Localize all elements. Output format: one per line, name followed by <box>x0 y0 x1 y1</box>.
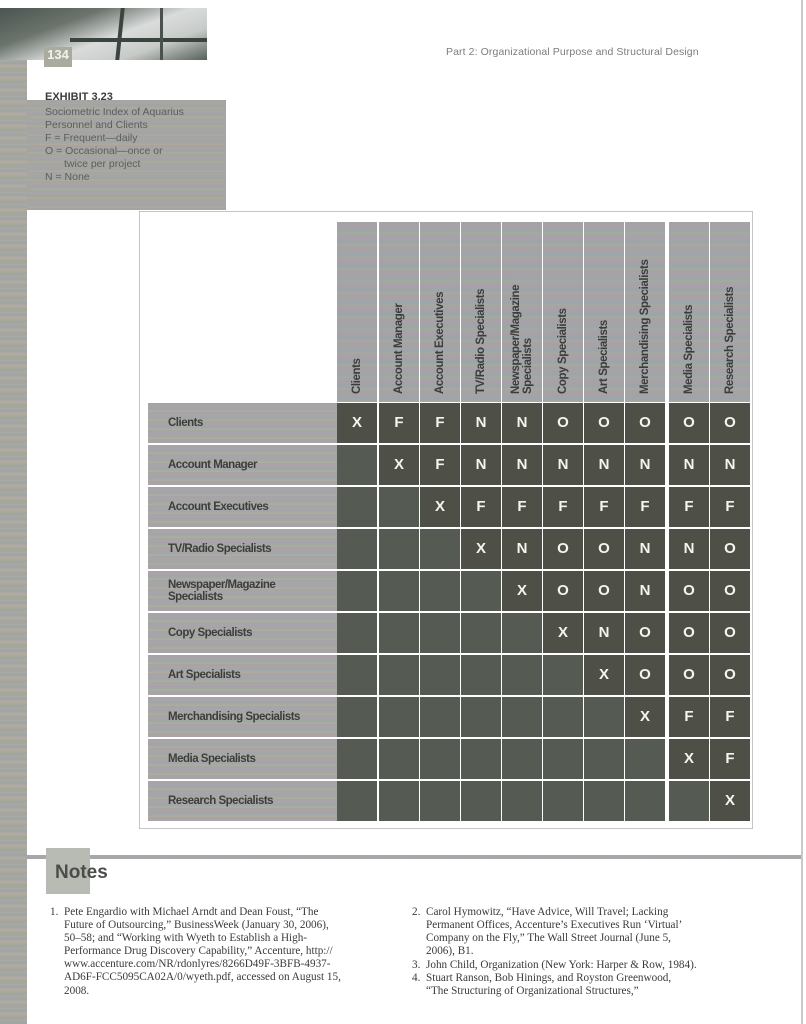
table-cell <box>337 571 377 611</box>
table-cell: N <box>710 445 750 485</box>
photo-beam <box>115 8 124 60</box>
table-cell: X <box>625 697 665 737</box>
column-header-label: Clients <box>351 358 363 394</box>
table-cell: N <box>669 445 709 485</box>
table-cell <box>669 781 709 821</box>
table-cell <box>543 697 583 737</box>
table-cell: N <box>584 445 624 485</box>
row-header <box>148 529 337 569</box>
header-photo <box>0 8 207 60</box>
exhibit-caption: Sociometric Index of Aquarius <box>45 106 184 118</box>
column-header <box>502 222 542 402</box>
note-line: Carol Hymowitz, “Have Advice, Will Travel; Lacking <box>426 906 669 918</box>
table-cell <box>584 697 624 737</box>
table-cell <box>337 781 377 821</box>
table-cell: X <box>584 655 624 695</box>
table-cell: O <box>625 403 665 443</box>
table-cell <box>337 445 377 485</box>
table-cell <box>337 697 377 737</box>
table-cell <box>420 655 460 695</box>
table-cell: O <box>584 529 624 569</box>
table-cell <box>502 739 542 779</box>
note-number: 3. <box>412 959 421 971</box>
table-cell <box>502 655 542 695</box>
table-cell: F <box>502 487 542 527</box>
note-line: Company on the Fly,” The Wall Street Journal (June 5, <box>426 932 671 945</box>
table-cell: N <box>625 571 665 611</box>
table-cell: O <box>669 613 709 653</box>
table-cell: F <box>669 697 709 737</box>
table-cell: O <box>710 655 750 695</box>
column-header <box>710 222 750 402</box>
exhibit-title: EXHIBIT 3.23 <box>45 91 113 103</box>
table-cell: N <box>543 445 583 485</box>
row-header-label: Clients <box>168 417 203 429</box>
page-edge <box>801 0 803 1024</box>
column-header <box>337 222 377 402</box>
note-line: Performance Drug Discovery Capability,” Accenture, http:// <box>64 945 333 958</box>
page-number: 134 <box>44 47 72 67</box>
table-cell <box>379 781 419 821</box>
table-cell <box>337 739 377 779</box>
table-cell: N <box>625 445 665 485</box>
table-cell <box>379 571 419 611</box>
table-cell <box>543 781 583 821</box>
row-header <box>148 487 337 527</box>
column-header-label: Newspaper/Magazine Specialists <box>510 284 534 394</box>
table-cell: X <box>710 781 750 821</box>
table-cell <box>337 487 377 527</box>
table-cell <box>379 529 419 569</box>
table-cell: O <box>669 571 709 611</box>
photo-beam <box>70 38 207 42</box>
note-2 <box>412 906 786 958</box>
note-line: Future of Outsourcing,” BusinessWeek (January 30, 2006), <box>64 919 329 932</box>
note-number: 1. <box>50 906 59 918</box>
table-cell: N <box>625 529 665 569</box>
row-header <box>148 613 337 653</box>
table-cell: X <box>543 613 583 653</box>
table-cell <box>625 781 665 821</box>
table-cell <box>543 739 583 779</box>
column-header <box>379 222 419 402</box>
note-line: AD6F-FCC5095CA02A/0/wyeth.pdf, accessed on August 15, <box>64 971 341 984</box>
column-header <box>625 222 665 402</box>
column-header <box>669 222 709 402</box>
row-header <box>148 697 337 737</box>
table-cell: N <box>461 445 501 485</box>
table-cell <box>461 571 501 611</box>
row-header-label: Account Executives <box>168 501 269 513</box>
table-cell: F <box>710 487 750 527</box>
table-cell: X <box>337 403 377 443</box>
running-head: Part 2: Organizational Purpose and Structural Design <box>446 46 699 58</box>
table-cell <box>379 655 419 695</box>
table-cell <box>337 655 377 695</box>
legend-frequent: F = Frequent—daily <box>45 132 138 144</box>
table-cell: O <box>625 613 665 653</box>
table-cell: F <box>420 403 460 443</box>
table-cell <box>379 487 419 527</box>
table-cell <box>420 571 460 611</box>
notes-heading: Notes <box>55 862 108 883</box>
column-header-label: TV/Radio Specialists <box>475 288 487 394</box>
row-header-label: Research Specialists <box>168 795 274 807</box>
column-header-label: Copy Specialists <box>557 308 569 394</box>
table-cell: O <box>669 655 709 695</box>
table-cell: N <box>502 445 542 485</box>
table-cell: F <box>584 487 624 527</box>
table-cell <box>461 739 501 779</box>
row-header-label: Media Specialists <box>168 753 256 765</box>
column-header-label: Account Manager <box>393 303 405 394</box>
note-line: 50–58; and “Working with Wyeth to Establish a High- <box>64 932 308 945</box>
table-cell: X <box>502 571 542 611</box>
exhibit-caption: Personnel and Clients <box>45 119 148 131</box>
column-header <box>543 222 583 402</box>
row-header-label: Merchandising Specialists <box>168 711 300 723</box>
table-cell: X <box>379 445 419 485</box>
column-header-label: Merchandising Specialists <box>639 259 651 394</box>
table-cell: O <box>543 571 583 611</box>
table-cell <box>379 739 419 779</box>
row-header <box>148 403 337 443</box>
table-cell: O <box>710 571 750 611</box>
table-cell: N <box>502 529 542 569</box>
table-cell <box>420 529 460 569</box>
column-header <box>461 222 501 402</box>
table-cell <box>337 613 377 653</box>
table-cell <box>584 781 624 821</box>
note-number: 2. <box>412 906 421 918</box>
table-cell: N <box>502 403 542 443</box>
table-cell: F <box>710 697 750 737</box>
row-header <box>148 445 337 485</box>
table-cell: O <box>710 403 750 443</box>
table-cell: O <box>669 403 709 443</box>
column-header-label: Media Specialists <box>683 304 695 394</box>
column-header-label: Research Specialists <box>724 286 736 394</box>
table-cell <box>461 697 501 737</box>
table-cell <box>420 613 460 653</box>
table-cell: F <box>543 487 583 527</box>
table-cell <box>337 529 377 569</box>
table-cell: O <box>543 403 583 443</box>
table-cell <box>420 781 460 821</box>
row-header-label: Account Manager <box>168 459 257 471</box>
table-cell: O <box>710 529 750 569</box>
column-header <box>584 222 624 402</box>
row-header <box>148 781 337 821</box>
legend-occasional: O = Occasional—once or <box>45 145 163 157</box>
table-cell <box>420 739 460 779</box>
table-cell <box>379 697 419 737</box>
table-cell: F <box>710 739 750 779</box>
table-cell: O <box>710 613 750 653</box>
row-header-label: Art Specialists <box>168 669 241 681</box>
table-cell <box>625 739 665 779</box>
table-cell: N <box>669 529 709 569</box>
column-header-label: Account Executives <box>434 291 446 394</box>
table-cell: O <box>584 571 624 611</box>
note-line: John Child, Organization (New York: Harper & Row, 1984). <box>426 959 697 971</box>
table-cell <box>543 655 583 695</box>
photo-beam <box>160 8 163 60</box>
left-margin-strip <box>0 60 27 1024</box>
note-number: 4. <box>412 972 421 984</box>
legend-occasional-cont: twice per project <box>64 158 141 170</box>
row-header <box>148 739 337 779</box>
note-4 <box>412 972 786 998</box>
table-cell: F <box>669 487 709 527</box>
table-cell <box>502 613 542 653</box>
note-line: Permanent Offices, Accenture’s Executives Run ‘Virtual’ <box>426 919 683 932</box>
column-header-label: Art Specialists <box>598 320 610 394</box>
table-cell: N <box>461 403 501 443</box>
note-line: www.accenture.com/NR/rdonlyres/8266D49F-3BFB-4937- <box>64 958 331 971</box>
notes-divider <box>27 855 801 859</box>
row-header-label: Copy Specialists <box>168 627 253 639</box>
table-cell: F <box>379 403 419 443</box>
legend-none: N = None <box>45 171 90 183</box>
table-cell: O <box>584 403 624 443</box>
table-cell: O <box>625 655 665 695</box>
note-line: “The Structuring of Organizational Structures,” <box>426 985 639 998</box>
table-cell <box>461 781 501 821</box>
note-line: Pete Engardio with Michael Arndt and Dean Foust, “The <box>64 906 319 918</box>
row-header <box>148 571 337 611</box>
note-line: 2006), B1. <box>426 945 474 958</box>
table-cell: N <box>584 613 624 653</box>
table-cell: F <box>625 487 665 527</box>
table-cell <box>420 697 460 737</box>
row-header-label: Newspaper/Magazine Specialists <box>168 579 276 603</box>
table-cell: F <box>420 445 460 485</box>
note-3 <box>412 959 786 972</box>
row-header-label: TV/Radio Specialists <box>168 543 272 555</box>
table-cell <box>461 655 501 695</box>
table-cell: X <box>420 487 460 527</box>
column-header <box>420 222 460 402</box>
note-line: 2008. <box>64 984 90 997</box>
table-cell <box>379 613 419 653</box>
table-cell: O <box>543 529 583 569</box>
note-line: Stuart Ranson, Bob Hinings, and Royston Greenwood, <box>426 972 672 984</box>
table-cell <box>502 697 542 737</box>
note-1 <box>50 906 394 998</box>
table-cell: X <box>669 739 709 779</box>
table-cell <box>584 739 624 779</box>
table-cell <box>502 781 542 821</box>
table-cell: X <box>461 529 501 569</box>
table-cell: F <box>461 487 501 527</box>
row-header <box>148 655 337 695</box>
table-cell <box>461 613 501 653</box>
